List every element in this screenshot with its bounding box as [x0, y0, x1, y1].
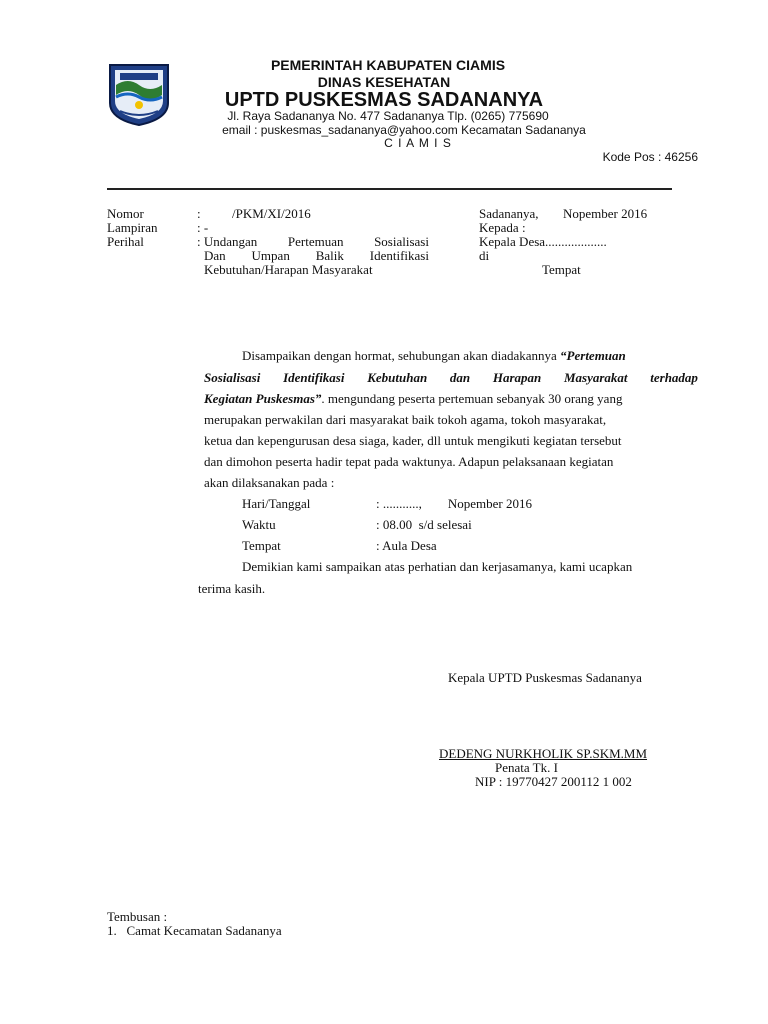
detail-label-tempat: Tempat [242, 538, 281, 553]
letter-date: Nopember 2016 [563, 206, 648, 221]
letterhead-email: email : puskesmas_sadananya@yahoo.com Kecamatan Sadananya [222, 123, 586, 137]
perihal-line1: : Undangan Pertemuan Sosialisasi [197, 234, 429, 249]
body-p1-line3: Kegiatan Puskesmas”. mengundang peserta pertemuan sebanyak 30 orang yang [204, 391, 623, 406]
signature-title: Kepala UPTD Puskesmas Sadananya [448, 670, 642, 685]
detail-value-hari: : ..........., Nopember 2016 [376, 496, 532, 511]
signatory-rank: Penata Tk. I [495, 760, 558, 775]
signatory-name: DEDENG NURKHOLIK SP.SKM.MM [439, 746, 648, 761]
closing-line2: terima kasih. [198, 581, 266, 596]
body-p1-line4: merupakan perwakilan dari masyarakat baik tokoh agama, tokoh masyarakat, [204, 412, 607, 427]
body-p1-line1: Disampaikan dengan hormat, sehubungan akan diadakannya “Pertemuan [242, 348, 626, 363]
letterhead-line1: PEMERINTAH KABUPATEN CIAMIS [270, 57, 506, 73]
label-nomor: Nomor [107, 206, 144, 221]
cc-item: 1. Camat Kecamatan Sadananya [107, 923, 282, 938]
signatory-nip: NIP : 19770427 200112 1 002 [475, 774, 632, 789]
label-perihal: Perihal [107, 234, 144, 249]
lampiran-value: : - [197, 220, 209, 235]
kepada-label: Kepada : [479, 220, 526, 235]
body-p1-line5: ketua dan kepengurusan desa siaga, kader, dll untuk mengikuti kegiatan tersebut [204, 433, 622, 448]
postal-code: Kode Pos : 46256 [602, 150, 698, 164]
recipient-di: di [479, 248, 490, 263]
body-p1-line6: dan dimohon peserta hadir tepat pada waktunya. Adapun pelaksanaan kegiatan [204, 454, 614, 469]
recipient-name: Kepala Desa................... [479, 234, 607, 249]
detail-value-waktu: : 08.00 s/d selesai [376, 517, 472, 532]
recipient-tempat: Tempat [542, 262, 581, 277]
perihal-line3: Kebutuhan/Harapan Masyarakat [204, 262, 373, 277]
closing-line1: Demikian kami sampaikan atas perhatian dan kerjasamanya, kami ucapkan [242, 559, 633, 574]
body-p1-line2: Sosialisasi Identifikasi Kebutuhan dan Harapan Masyarakat terhadap [204, 370, 698, 385]
cc-heading: Tembusan : [107, 909, 168, 924]
place-city: Sadananya, [479, 206, 539, 221]
nomor-value: /PKM/XI/2016 [232, 206, 311, 221]
detail-label-hari: Hari/Tanggal [242, 496, 311, 511]
label-lampiran: Lampiran [107, 220, 158, 235]
letterhead-address: Jl. Raya Sadananya No. 477 Sadananya Tlp. (0265) 775690 [227, 109, 549, 123]
letterhead-divider [107, 188, 672, 190]
perihal-line2: Dan Umpan Balik Identifikasi [204, 248, 429, 263]
letterhead-title: UPTD PUSKESMAS SADANANYA [224, 89, 544, 111]
detail-label-waktu: Waktu [242, 517, 276, 532]
detail-value-tempat: : Aula Desa [376, 538, 437, 553]
letterhead-city: C I A M I S [384, 136, 452, 150]
nomor-colon: : [197, 206, 201, 221]
letterhead-line2: DINAS KESEHATAN [317, 74, 451, 90]
body-p1-line7: akan dilaksanakan pada : [204, 475, 335, 490]
